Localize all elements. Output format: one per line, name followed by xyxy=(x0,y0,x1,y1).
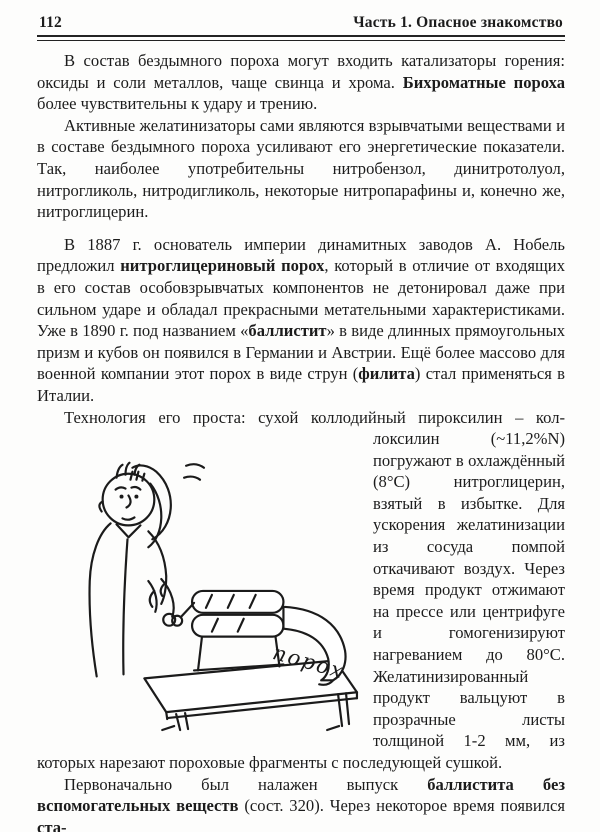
text-run: нитроглицериновый порох xyxy=(120,256,325,276)
paragraph-gelatinizers xyxy=(37,115,565,223)
powder-press-drawing xyxy=(37,432,363,732)
paragraph-ballistite-production xyxy=(37,774,565,832)
text-run: баллистита без вспомогательных веществ xyxy=(37,774,565,816)
text-run: более чувствительны к удару и трению. xyxy=(37,94,318,114)
paragraph-nobel-ballistite xyxy=(37,234,565,407)
text-run: баллистит xyxy=(248,321,327,341)
cartoon-man xyxy=(90,463,204,677)
text-run: Первоначально был налажен выпуск xyxy=(64,774,428,794)
powder-sheet-label: порох xyxy=(270,640,348,684)
text-run: Активные желатинизаторы сами являются взрывчатыми веществами и в составе бездымного пороха усиливают его энергетические показатели. Так, наиболее употребительны нитробензол, динитротолуол, нитрогликоль, нитродигликоль, некоторые нитропарафины и, конечно же, нитроглицерин. xyxy=(37,115,565,222)
paragraph-catalysts xyxy=(37,50,565,115)
page-header xyxy=(37,14,565,35)
text-run: ста- xyxy=(37,817,67,832)
paragraph-technology-wrap xyxy=(37,428,565,774)
page-body xyxy=(37,50,565,832)
text-run: » в виде длинных прямоугольных призм и кубов он появился в Германии и Австрии. Ещё более массово для военной компании этот порох в виде струн ( xyxy=(37,321,565,384)
text-run: (сост. 320). Через некоторое время появился xyxy=(238,796,565,816)
text-run: локсилин (~11,2%N) погружают в охлаждённый (8°С) нитроглицерин, взятый в избытке. Для ускорения желатинизации из сосуда помпой откачивают воздух. Через время продукт отжимают на прессе или центрифуге и гомогенизируют нагреванием до 80°С. Желатинизированный продукт вальцуют в прозрачные листы толщиной 1-2 мм, из которых нарезают пороховые фрагменты с последующей сушкой. xyxy=(37,429,565,772)
text-run: В состав бездымного пороха могут входить катализаторы горения: оксиды и соли металлов, чаще свинца и хрома. xyxy=(37,51,565,92)
illustration-powder-press-cartoon xyxy=(37,432,363,732)
chapter-title: Часть 1. Опасное знакомство xyxy=(353,14,563,31)
page-number: 112 xyxy=(39,14,62,31)
roller-press xyxy=(150,584,284,670)
paragraph-technology-firstline xyxy=(37,407,565,429)
text-run: филита xyxy=(358,364,415,384)
text-run: , который в отличие от входящих в его состав особовзрывчатых компонентов не детонировал даже при сильном ударе и обладал прекрасными метательными характеристиками. Уже в 1890 г. под названием « xyxy=(37,256,565,341)
text-run: Технология его проста: сухой коллодийный пироксилин – кол- xyxy=(64,407,565,427)
header-rule xyxy=(37,35,565,41)
text-run: ) стал применяться в Италии. xyxy=(37,364,565,405)
text-run: Бихроматные пороха xyxy=(402,72,566,92)
text-run: В 1887 г. основатель империи динамитных заводов А. Нобель предложил xyxy=(37,234,565,276)
